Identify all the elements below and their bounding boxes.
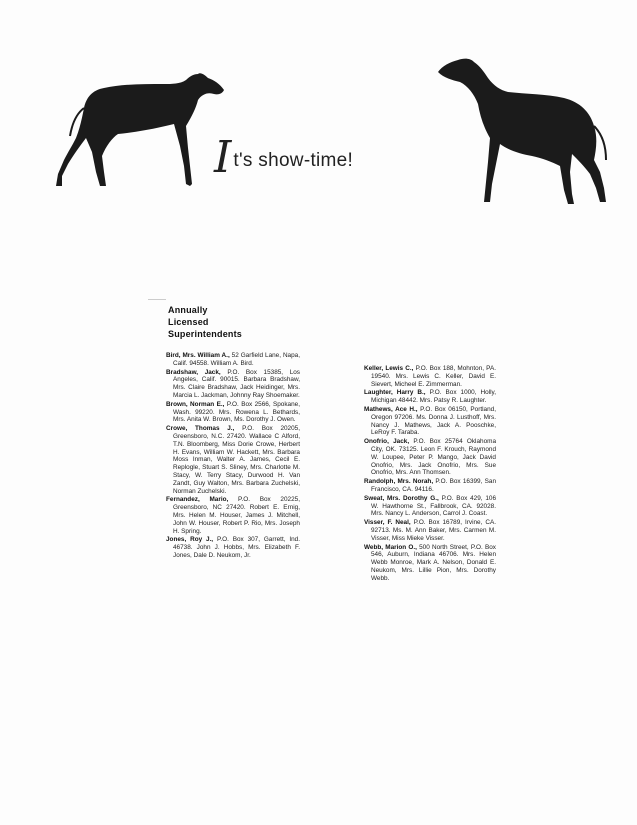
superintendent-details: P.O. Box 188, Mohnton, PA. 19540. Mrs. Lewis C. Keller, David E. Sievert, Micheel E. Zimmerman. <box>371 365 497 388</box>
list-item <box>166 425 300 495</box>
list-item <box>364 406 496 437</box>
superintendent-name: Randolph, Mrs. Norah, <box>364 478 434 486</box>
superintendent-details: P.O. Box 06150, Portland, Oregon 97206. Ms. Donna J. Lusthoff, Mrs. Nancy J. Mathews, Jack A. Pooschke, LeRoy F. Taraba. <box>371 405 496 437</box>
superintendent-name: Onofrio, Jack, <box>364 438 410 446</box>
list-item <box>166 352 300 368</box>
superintendents-list-left <box>166 352 300 561</box>
superintendent-details: P.O. Box 1000, Holly, Michigan 48442. Mrs. Patsy R. Laughter. <box>371 389 496 405</box>
list-item <box>166 536 300 559</box>
superintendent-name: Mathews, Ace H., <box>364 405 418 413</box>
heading-line-1: Annually <box>168 305 208 315</box>
divider <box>148 299 166 300</box>
banner-initial: I <box>214 132 232 183</box>
superintendent-details: P.O. Box 16399, San Francisco, CA. 94116. <box>371 478 497 493</box>
superintendent-details: P.O. Box 15385, Los Angeles, Calif. 90015. Barbara Bradshaw, Mrs. Claire Bradshaw, Jack Heidinger, Mrs. Marcia L. Jackman, Johnny Ray Shoemaker. <box>173 368 300 399</box>
superintendent-details: 500 North Street, P.O. Box 546, Auburn, Indiana 46706. Mrs. Helen Webb Monroe, Mark A. Nelson, Donald E. Neukom, Mrs. Lillie Pion, Mrs. Dorothy Webb. <box>371 543 496 582</box>
superintendent-name: Laughter, Harry B., <box>364 389 426 397</box>
superintendent-details: P.O. Box 25764 Oklahoma City, OK. 73125. Leon F. Krouch, Raymond W. Loupee, Peter P. Mango, Jack David Onofrio, Mrs. Jack Onofrio, Mrs. Sue Onofrio, Mrs. Ann Thomsen. <box>371 438 497 477</box>
list-item <box>166 401 300 424</box>
heading-line-2: Licensed <box>168 317 209 327</box>
section-heading <box>168 304 242 340</box>
superintendent-details: P.O. Box 20225, Greensboro, NC 27420. Robert E. Ernig, Mrs. Helen M. Houser, James J. Mitchell, John W. Houser, Robert P. Rio, Mrs. Joseph H. Spring. <box>173 496 300 535</box>
heading-line-3: Superintendents <box>168 329 243 339</box>
greyhound-left-image <box>48 62 228 192</box>
superintendent-name: Bradshaw, Jack, <box>166 368 221 376</box>
superintendent-name: Keller, Lewis C., <box>364 365 414 372</box>
superintendent-details: P.O. Box 16789, Irvine, CA. 92713. Ms. M. Ann Baker, Mrs. Carmen M. Visser, Miss Mieke Visser. <box>371 519 496 542</box>
list-item <box>364 389 496 405</box>
list-item <box>364 478 496 494</box>
superintendents-list-right <box>364 365 496 584</box>
list-item <box>166 369 300 400</box>
superintendent-details: 52 Garfield Lane, Napa, Calif. 94558. William A. Bird. <box>173 352 300 367</box>
superintendent-name: Visser, F. Neal, <box>364 519 411 527</box>
banner-text: t's show-time! <box>233 150 354 171</box>
superintendent-name: Jones, Roy J., <box>166 536 214 544</box>
show-time-banner <box>214 120 354 183</box>
superintendent-name: Brown, Norman E., <box>166 400 225 408</box>
list-item <box>364 438 496 477</box>
list-item <box>166 496 300 535</box>
superintendent-details: P.O. Box 20205, Greensboro, N.C. 27420. Wallace C Alford, T.N. Bloomberg, Miss Dorie Crowe, Herbert H. Evans, William W. Hackett, Mrs. Barbara Moss Inman, Walter A. James, Cecil E. Replogle, Stuart S. Sliney, Mrs. Charlotte M. Stacy, W. Terry Stacy, Durwood H. Van Zandt, Guy Walton, Mrs. Barbara Zuchelski, Norman Zuchelski. <box>173 425 301 495</box>
superintendent-name: Bird, Mrs. William A., <box>166 352 230 359</box>
superintendent-name: Fernandez, Mario, <box>166 496 229 504</box>
superintendent-details: P.O. Box 2566, Spokane, Wash. 99220. Mrs. Rowena L. Bethards, Mrs. Anita W. Brown, Ms. Dorothy J. Owen. <box>173 400 300 424</box>
greyhound-right-image <box>434 54 610 206</box>
list-item <box>364 495 496 518</box>
superintendent-name: Webb, Marion O., <box>364 543 417 551</box>
list-item <box>364 365 496 388</box>
superintendent-details: P.O. Box 429, 106 W. Hawthorne St., Fallbrook, CA. 92028. Mrs. Nancy L. Anderson, Carrol J. Coast. <box>371 494 496 518</box>
list-item <box>364 544 496 583</box>
list-item <box>364 519 496 542</box>
superintendent-name: Crowe, Thomas J., <box>166 425 235 433</box>
superintendent-name: Sweat, Mrs. Dorothy G., <box>364 494 439 502</box>
superintendent-details: P.O. Box 307, Garrett, Ind. 46738. John J. Hobbs, Mrs. Elizabeth F. Jones, Dale D. Neukom, Jr. <box>173 536 300 559</box>
